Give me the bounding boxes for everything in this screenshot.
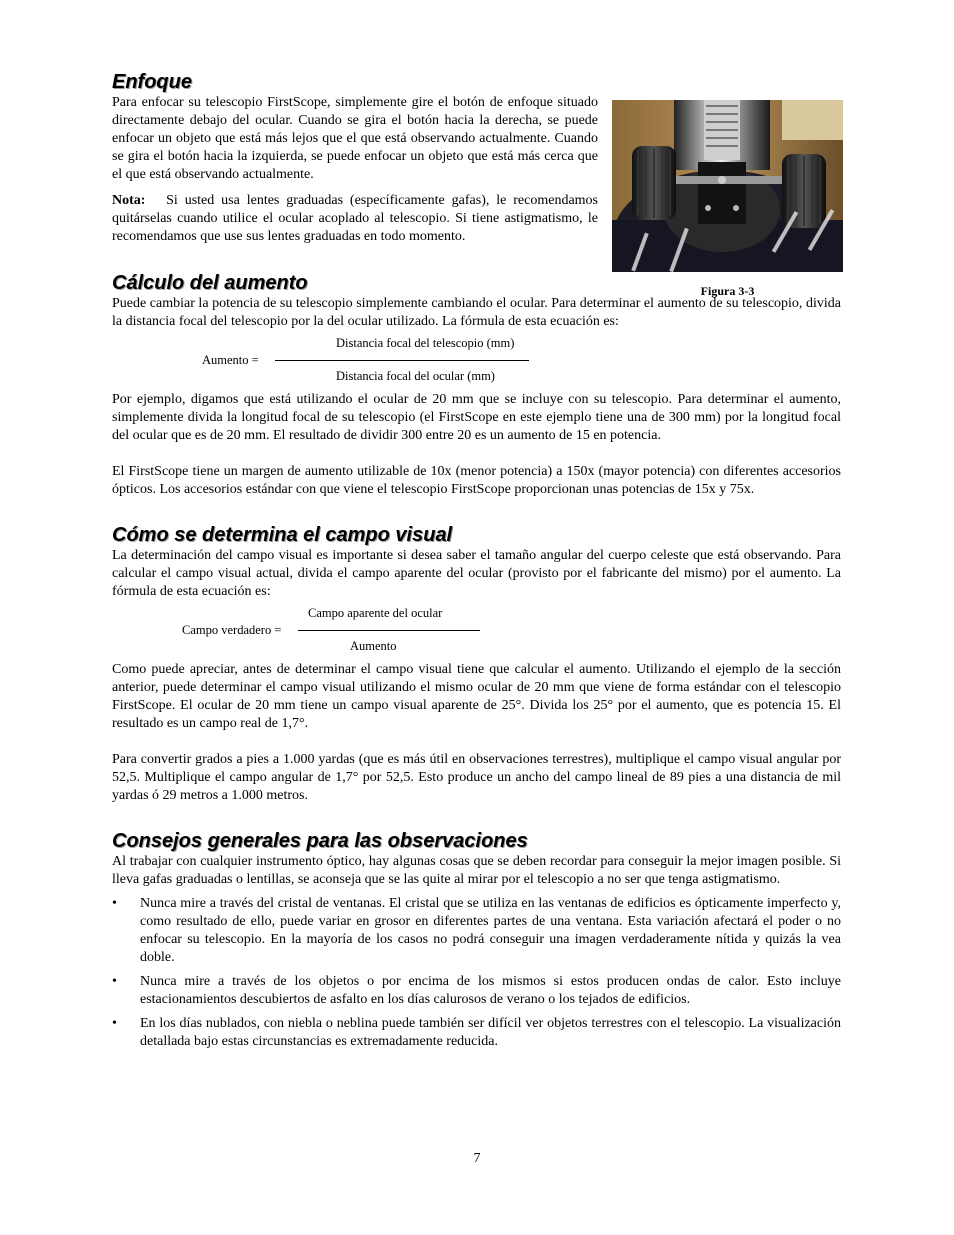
fraction-bar (275, 360, 529, 361)
tips-list (112, 895, 841, 1051)
field-conversion: Para convertir grados a pies a 1.000 yardas (que es más útil en observaciones terrestres), multiplique el campo visual angular por 52,5. Multiplique el campo angular de 1,7° por 52,5. Esto produce un ancho del campo lineal de 89 pies a una distancia de mil yardas ó 29 metros a 1.000 metros. (112, 752, 841, 803)
list-item: • Nunca mire a través de los objetos o por encima de los mismos si estos producen ondas de calor. Esto incluye estacionamientos descubiertos de asfalto en los días calurosos de verano o los tejados de edificios. (112, 974, 841, 1007)
heading-field: Cómo se determina el campo visual (112, 524, 453, 546)
field-intro: La determinación del campo visual es importante si desea saber el tamaño angular del cuerpo celeste que está observando. Para calcular el campo visual actual, divida el campo aparente del ocular (provisto por el fabricante del mismo) por el aumento. La fórmula de esta ecuación es: (112, 548, 841, 599)
figure-caption: Figura 3-3 (700, 284, 755, 298)
heading-tips: Consejos generales para las observaciones (112, 830, 528, 852)
magnification-intro: Puede cambiar la potencia de su telescopio simplemente cambiando el ocular. Para determinar el aumento de su telescopio, divida la distancia focal del telescopio por la del ocular utilizado. La fórmula de esta ecuación es: (112, 296, 841, 329)
list-item: • En los días nublados, con niebla o neblina puede también ser difícil ver objetos terrestres con el telescopio. La visualización detallada bajo estas circunstancias es extremadamente reducida. (112, 1016, 841, 1049)
note-text: Si usted usa lentes graduadas (específicamente gafas), le recomendamos quitárselas cuando utilice el ocular acoplado al telescopio. Si tiene astigmatismo, le recomendamos que use sus lentes graduadas en todo momento. (112, 193, 598, 244)
bullet: • (112, 896, 117, 911)
field-example: Como puede apreciar, antes de determinar el campo visual tiene que calcular el aumento. Utilizando el ejemplo de la sección anterior, puede determinar el campo visual utilizando el mismo ocular de 20 mm que viene de forma estándar con el telescopio FirstScope. El ocular de 20 mm tiene un campo visual aparente de 25°. Divida los 25° por el aumento, que es potencia 15. El resultado es un campo real de 1,7°. (112, 662, 841, 731)
magnification-range: El FirstScope tiene un margen de aumento utilizable de 10x (menor potencia) a 150x (mayor potencia) con diferentes accesorios ópticos. Los accesorios estándar con que viene el telescopio FirstScope proporcionan unas potencias de 15x y 75x. (112, 464, 841, 497)
tips-intro: Al trabajar con cualquier instrumento óptico, hay algunas cosas que se deben recordar para conseguir la mejor imagen posible. Si lleva gafas graduadas o lentillas, se aconseja que se las quite al mirar por el telescopio a no ser que tenga astigmatismo. (112, 854, 841, 887)
page-number: 7 (473, 1151, 481, 1166)
figure-3-3 (612, 100, 843, 298)
focus-note (112, 192, 598, 246)
formula-label: Aumento = (202, 353, 259, 367)
magnification-formula (112, 333, 841, 385)
formula-denominator: Aumento (350, 639, 397, 653)
section-field (112, 523, 841, 829)
note-label: Nota: (112, 193, 146, 208)
bullet: • (112, 974, 117, 989)
formula-denominator: Distancia focal del ocular (mm) (336, 369, 495, 383)
section-magnification (112, 271, 841, 523)
magnification-example: Por ejemplo, digamos que está utilizando el ocular de 20 mm que se incluye con su telescopio. Para determinar el aumento, simplemente divida la longitud focal de su telescopio (el FirstScope en este ejemplo tiene una de 300 mm) por la longitud focal del ocular que es de 20 mm. El resultado de dividir 300 entre 20 es un aumento de 15 en potencia. (112, 392, 841, 443)
page-content (112, 70, 841, 1057)
focus-paragraph: Para enfocar su telescopio FirstScope, simplemente gire el botón de enfoque situado directamente debajo del ocular. Cuando se gira el botón hacia la derecha, se puede enfocar un objeto que está más lejos que el que está observando actualmente. Cuando se gira el botón hacia la izquierda, se puede enfocar un objeto que está más cerca que el que está observando actualmente. (112, 95, 598, 182)
formula-numerator: Campo aparente del ocular (308, 606, 443, 620)
list-item: • Nunca mire a través del cristal de ventanas. El cristal que se utiliza en las ventanas de edificios es ópticamente imperfecto y, como resultado de ello, puede variar en grosor en diferentes partes de una ventana. Esta variación afectará el poder o no enfocar su telescopio. En la mayoría de los casos no podrá conseguir una imagen verdaderamente nítida y quizás la vea doble. (112, 896, 841, 965)
fraction-bar (298, 630, 480, 631)
field-formula (112, 603, 841, 655)
section-tips (112, 829, 841, 1051)
focuser-photo (612, 100, 843, 272)
formula-label: Campo verdadero = (182, 623, 282, 637)
heading-focus: Enfoque (112, 71, 192, 93)
formula-numerator: Distancia focal del telescopio (mm) (336, 336, 515, 350)
bullet: • (112, 1016, 117, 1031)
heading-magnification: Cálculo del aumento (112, 272, 308, 294)
